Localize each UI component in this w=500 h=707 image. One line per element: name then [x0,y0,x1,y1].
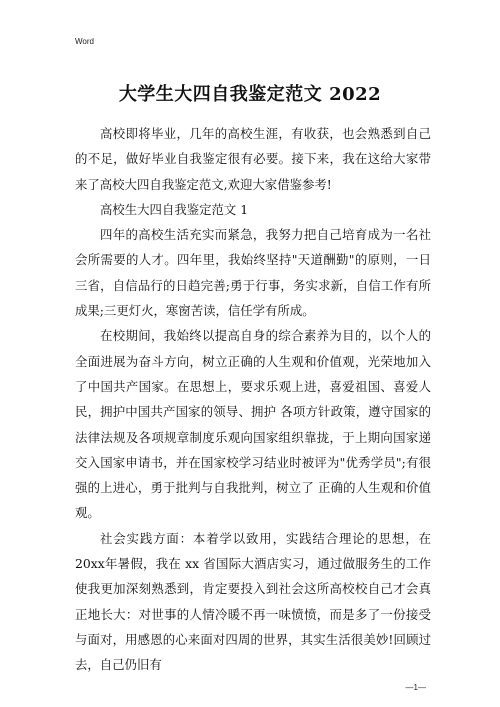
document-body [75,121,431,678]
paragraph: 四年的高校生活充实而紧急，我努力把自己培育成为一名社会所需要的人才。四年里，我始终坚持"天道酬勤"的原则，一日三省，自信品行的日趋完善;勇于行事，务实求新，自信工作有所成果;三更灯火，寒窗苦读，信任学有所成。 [75,227,431,319]
paragraph: 在校期间，我始终以提高自身的综合素养为目的，以个人的全面进展为奋斗方向，树立正确的人生观和价值观，光荣地加入了中国共产国家。在思想上，要求乐观上进，喜爱祖国、喜爱人民，拥护中国共产国家的领导、拥护 各项方针政策，遵守国家的法律法规及各项规章制度乐观向国家组织靠拢，于上期向国家递交入国家申请书，并在国家校学习结业时被评为"优秀学员";有很强的上进心，勇于批判与自我批判，树立了 正确的人生观和价值观。 [75,328,431,521]
paragraph-intro: 高校即将毕业，几年的高校生涯，有收获，也会熟悉到自己的不足，做好毕业自我鉴定很有必要。接下来，我在这给大家带来了高校大四自我鉴定范文,欢迎大家借鉴参考! [75,126,431,192]
page-number: —1— [405,683,426,692]
document-title: 大学生大四自我鉴定范文 2022 [118,84,382,105]
paragraph: 社会实践方面：本着学以致用，实践结合理论的思想，在 20xx年暑假，我在 xx 省国际大酒店实习，通过做服务生的工作使我更加深刻熟悉到，肯定要投入到社会这所高校校自己才会真正地长大：对世事的人情冷暖不再一味愤愤，而是多了一份接受与面对，用感恩的心来面对四周的世界，其实生活很美妙!回顾过去，自己仍旧有 [75,530,431,673]
header-label: Word [75,37,94,46]
section-heading: 高校生大四自我鉴定范文 1 [100,201,249,217]
